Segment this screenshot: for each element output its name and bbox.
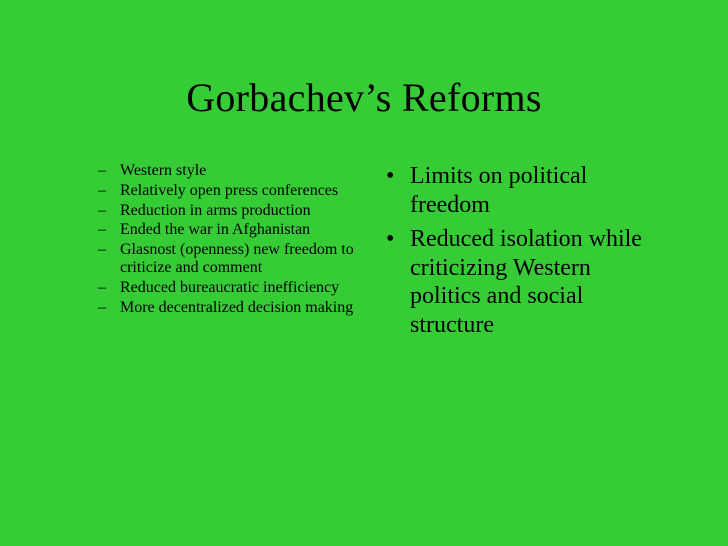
list-item-text: Relatively open press conferences (120, 181, 339, 199)
dash-marker: – (98, 279, 106, 297)
bullet-marker: • (386, 226, 395, 252)
dash-marker: – (98, 241, 106, 259)
list-item-text: Reduced bureaucratic inefficiency (120, 279, 340, 297)
list-item-text: More decentralized decision making (120, 299, 354, 317)
list-item (386, 162, 646, 219)
list-item-text: Reduced isolation while criticizing Western politics and social structure (410, 226, 642, 338)
list-item-text: Ended the war in Afghanistan (120, 221, 311, 239)
list-item (98, 182, 360, 200)
list-item-text: Western style (120, 162, 207, 179)
bullet-marker: • (386, 163, 395, 189)
dash-marker: – (98, 181, 106, 199)
left-bullet-list (98, 162, 360, 319)
list-item-text: Reduction in arms production (120, 201, 311, 219)
dash-marker: – (98, 201, 106, 219)
list-item (98, 279, 360, 297)
right-bullet-list (386, 162, 646, 345)
list-item (98, 299, 360, 317)
list-item-text: Limits on political freedom (410, 163, 588, 218)
list-item (386, 225, 646, 339)
dash-marker: – (98, 221, 106, 239)
list-item (98, 241, 360, 278)
slide-title: Gorbachev’s Reforms (186, 75, 542, 120)
list-item (98, 202, 360, 220)
list-item (98, 162, 360, 180)
dash-marker: – (98, 299, 106, 317)
list-item-text: Glasnost (openness) new freedom to criticize and comment (120, 241, 354, 277)
dash-marker: – (98, 162, 106, 179)
list-item (98, 221, 360, 239)
